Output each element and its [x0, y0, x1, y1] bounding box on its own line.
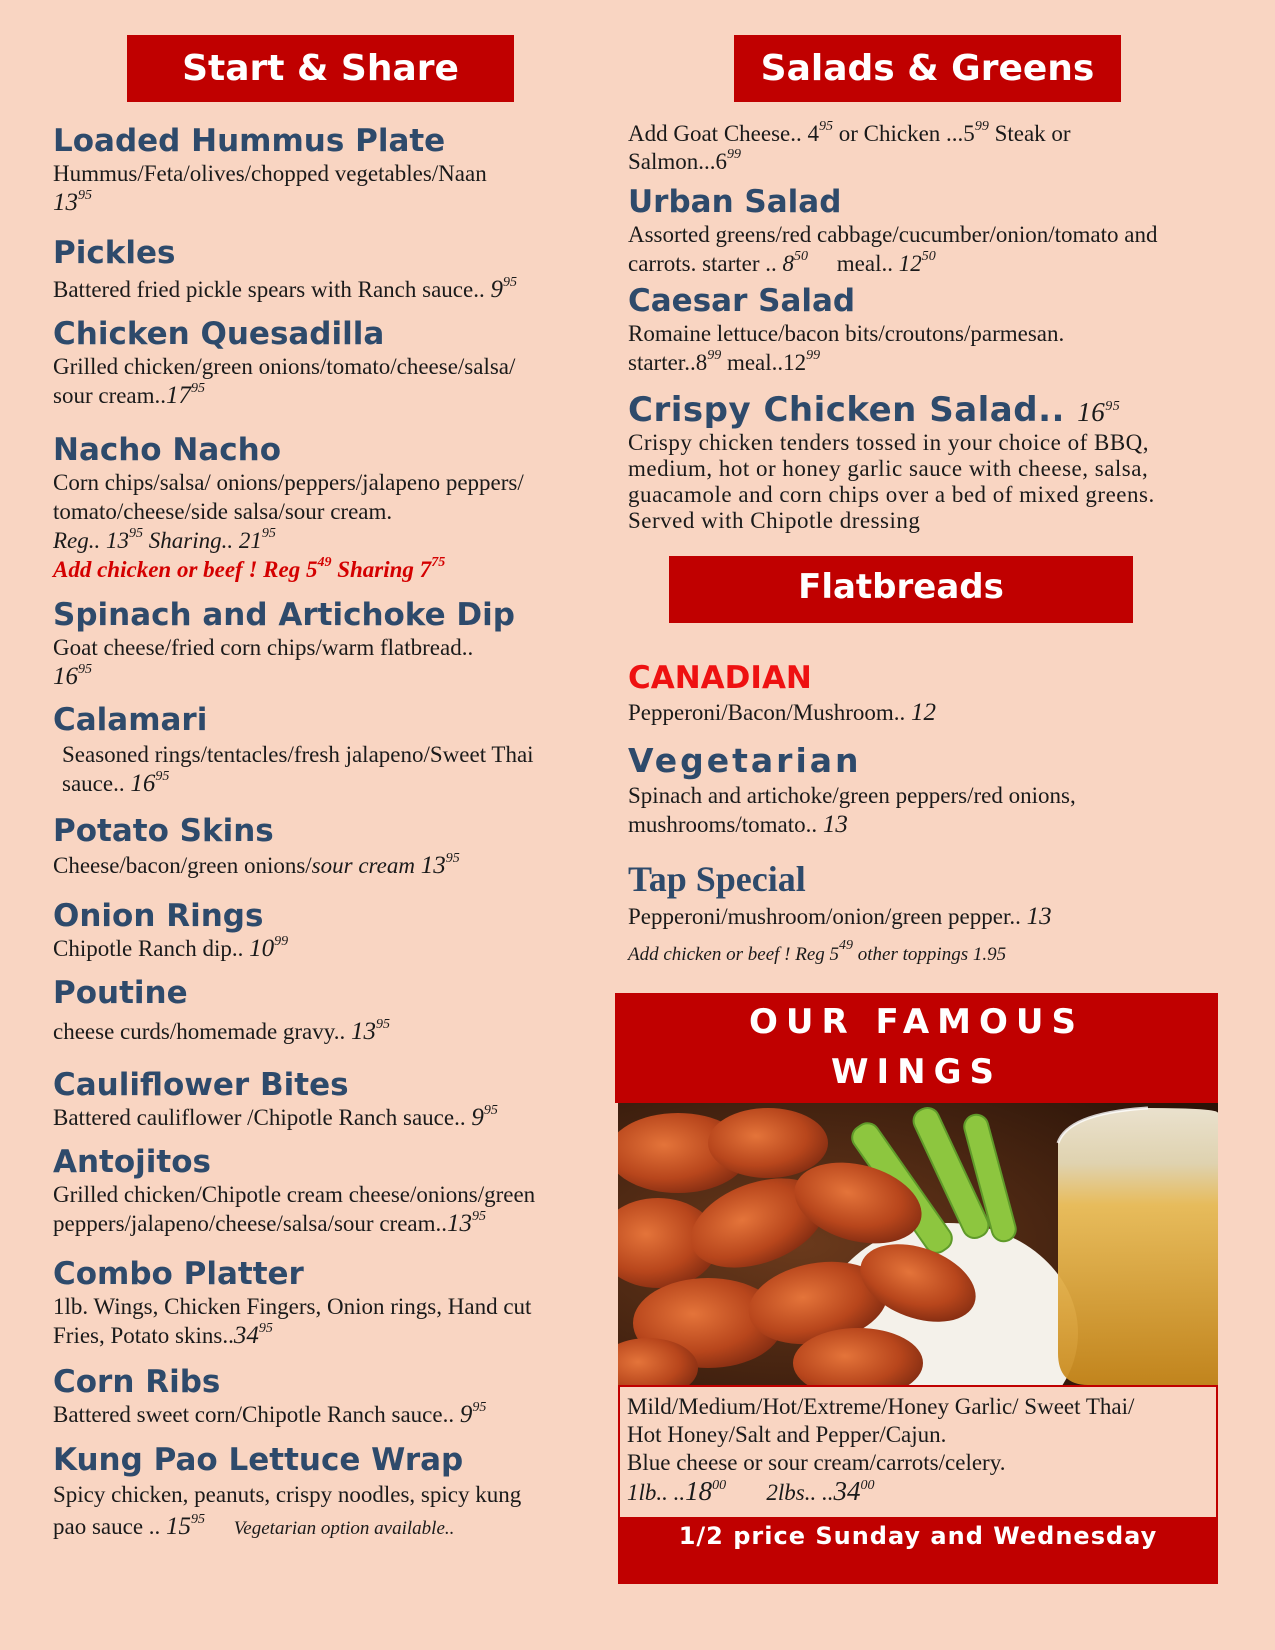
- menu-item-potato-skins: [53, 813, 460, 880]
- item-price: 9: [471, 1104, 484, 1131]
- menu-item-poutine: [53, 975, 390, 1046]
- item-name: CANADIAN: [628, 660, 812, 696]
- menu-item-hummus: [53, 123, 487, 217]
- item-desc: Battered cauliflower /Chipotle Ranch sauce..: [53, 1105, 466, 1130]
- item-name: Caesar Salad: [628, 283, 856, 319]
- item-desc: Cheese/bacon/green onions/: [53, 853, 312, 878]
- wings-promo-footer: 1/2 price Sunday and Wednesday: [618, 1519, 1218, 1584]
- wings-1lb-label: 1lb.. ..: [627, 1480, 686, 1505]
- item-price-cents: 95: [78, 188, 92, 203]
- item-name: Spinach and Artichoke Dip: [53, 597, 515, 633]
- item-price-cents: 95: [472, 1209, 487, 1224]
- addon-price-cents: 49: [839, 938, 854, 953]
- item-desc: Chipotle Ranch dip..: [53, 936, 244, 961]
- item-price: 16: [130, 770, 156, 797]
- item-price-cents: 95: [155, 769, 170, 784]
- item-price: 13: [447, 1210, 473, 1237]
- menu-item-antojitos: [53, 1144, 535, 1238]
- item-desc: Seasoned rings/tentacles/fresh jalapeno/Sweet Thai: [62, 742, 534, 767]
- menu-item-spinach-dip: [53, 597, 515, 691]
- item-desc: guacamole and corn chips over a bed of mixed greens.: [628, 482, 1155, 507]
- vegetarian-note: Vegetarian option available..: [233, 1518, 455, 1539]
- item-price: 9: [490, 276, 503, 303]
- salad-addons: [628, 120, 1228, 176]
- item-desc: Grilled chicken/green onions/tomato/cheese/salsa/: [53, 354, 516, 379]
- addon-sharing: Sharing 7: [331, 557, 432, 582]
- wings-sauces-more: Hot Honey/Salt and Pepper/Cajun.: [627, 1422, 947, 1447]
- item-desc: Pepperoni/mushroom/onion/green pepper..: [628, 904, 1021, 929]
- wings-photo: [618, 1103, 1218, 1385]
- item-desc: Corn chips/salsa/ onions/peppers/jalapeno peppers/: [53, 470, 524, 495]
- item-price-cents: 99: [274, 934, 289, 949]
- flatbreads-banner: Flatbreads: [669, 556, 1133, 623]
- starter-price: starter..8: [628, 350, 708, 375]
- item-desc: mushrooms/tomato..: [628, 812, 818, 837]
- item-desc: peppers/jalapeno/cheese/salsa/sour cream..: [53, 1211, 448, 1236]
- wings-title-line2: WINGS: [830, 1052, 1002, 1092]
- item-price-cents: 95: [472, 1400, 487, 1415]
- flatbread-addon-note: [628, 938, 1007, 966]
- addon-price-cents: 95: [819, 119, 833, 134]
- item-name: Loaded Hummus Plate: [53, 123, 446, 159]
- item-name: Calamari: [53, 702, 208, 738]
- item-name: Potato Skins: [53, 813, 274, 849]
- menu-item-quesadilla: [53, 316, 515, 410]
- item-desc-italic: sour cream: [311, 853, 415, 878]
- item-desc: Spinach and artichoke/green peppers/red onions,: [628, 783, 1076, 808]
- item-price: 34: [233, 1322, 259, 1349]
- item-price-cents: 95: [191, 381, 206, 396]
- menu-item-corn-ribs: [53, 1364, 486, 1429]
- item-name: Antojitos: [53, 1144, 211, 1180]
- menu-item-urban-salad: [628, 184, 1157, 278]
- item-desc: 1lb. Wings, Chicken Fingers, Onion rings, Hand cut: [53, 1294, 532, 1319]
- item-name: Nacho Nacho: [53, 432, 282, 468]
- item-name: Cauliflower Bites: [53, 1067, 349, 1103]
- wings-details: [618, 1385, 1218, 1519]
- meal-price: 12: [898, 251, 922, 276]
- salads-greens-banner: Salads & Greens: [734, 35, 1121, 102]
- menu-item-onion-rings: [53, 898, 288, 963]
- item-name: Crispy Chicken Salad: [628, 390, 1039, 430]
- item-name: Pickles: [53, 235, 176, 271]
- item-desc: sour cream..: [53, 383, 167, 408]
- item-desc: Hummus/Feta/olives/chopped vegetables/Naan: [53, 161, 487, 186]
- item-desc: Romaine lettuce/bacon bits/croutons/parmesan.: [628, 321, 1065, 346]
- item-price: 13: [351, 1018, 377, 1045]
- item-desc: Crispy chicken tenders tossed in your choice of BBQ,: [628, 430, 1150, 455]
- addon-salmon: Salmon...6: [628, 149, 728, 174]
- item-price: 17: [166, 382, 192, 409]
- starter-price: 8: [782, 251, 795, 276]
- item-price: 16: [1077, 397, 1106, 427]
- item-desc: Battered sweet corn/Chipotle Ranch sauce..: [53, 1402, 455, 1427]
- meal-price: meal..12: [721, 350, 807, 375]
- item-price-cents: 95: [376, 1017, 391, 1032]
- item-desc: Grilled chicken/Chipotle cream cheese/onions/green: [53, 1182, 536, 1207]
- wings-photo-illustration: [618, 1103, 1218, 1385]
- item-name: Vegetarian: [628, 741, 862, 780]
- wings-title-line1: OUR FAMOUS: [749, 1002, 1084, 1042]
- addon-note: Add chicken or beef ! Reg 5: [53, 557, 318, 582]
- addon-price-cents: 49: [317, 555, 332, 570]
- item-price-cents: 95: [78, 662, 92, 677]
- addon-price-cents: 75: [431, 555, 446, 570]
- item-desc: Served with Chipotle dressing: [628, 508, 921, 533]
- item-desc: Spicy chicken, peanuts, crispy noodles, spicy kung: [53, 1482, 522, 1507]
- item-price-cents: 50: [794, 249, 809, 264]
- wings-1lb-price: 18: [685, 1476, 713, 1506]
- item-name: Tap Special: [628, 859, 806, 899]
- addon-price-cents: 99: [974, 119, 989, 134]
- meal-label: meal..: [836, 251, 893, 276]
- item-price-regular: Reg.. 13: [53, 528, 130, 553]
- item-name: Poutine: [53, 975, 188, 1011]
- addon-steak: Steak or: [988, 121, 1071, 146]
- addon-goat-cheese: Add Goat Cheese.. 4: [628, 121, 819, 146]
- item-price-cents: 95: [1105, 399, 1121, 414]
- item-price-sharing: Sharing.. 21: [143, 528, 262, 553]
- item-desc: sauce..: [62, 771, 125, 796]
- menu-item-tap-special: [628, 858, 1052, 931]
- item-desc: cheese curds/homemade gravy..: [53, 1019, 346, 1044]
- flatbread-addon-label: Add chicken or beef ! Reg 5: [628, 944, 840, 965]
- addon-price-cents: 99: [727, 147, 742, 162]
- wings-sides: Blue cheese or sour cream/carrots/celery.: [627, 1450, 1006, 1475]
- item-price-cents: 99: [707, 348, 722, 363]
- item-desc: Pepperoni/Bacon/Mushroom..: [628, 700, 906, 725]
- menu-item-nacho: [53, 432, 524, 584]
- item-price-cents: 00: [712, 1478, 727, 1493]
- wings-2lb-label: 2lbs.. ..: [766, 1480, 834, 1505]
- item-price: 13: [420, 852, 446, 879]
- item-price-cents: 95: [483, 1103, 498, 1118]
- item-price: 10: [249, 935, 275, 962]
- menu-item-canadian: [628, 660, 936, 727]
- menu-item-combo-platter: [53, 1256, 531, 1350]
- item-price: 12: [911, 699, 936, 726]
- item-desc: tomato/cheese/side salsa/sour cream.: [53, 499, 393, 524]
- item-price-cents: 95: [445, 851, 460, 866]
- item-price: 13: [822, 811, 848, 838]
- item-price-cents: 95: [258, 1321, 273, 1336]
- menu-item-kung-pao: [53, 1442, 521, 1543]
- menu-item-pickles: [53, 235, 517, 304]
- menu-item-cauliflower: [53, 1067, 498, 1132]
- item-price-cents: 99: [806, 348, 821, 363]
- item-name: Urban Salad: [628, 184, 842, 220]
- item-price-cents: 00: [860, 1478, 875, 1493]
- item-desc: pao sauce ..: [53, 1514, 161, 1539]
- menu-item-crispy-chicken-salad: [628, 392, 1155, 534]
- wings-header: [615, 993, 1218, 1103]
- item-desc: Goat cheese/fried corn chips/warm flatbread..: [53, 635, 474, 660]
- item-name: Chicken Quesadilla: [53, 316, 385, 352]
- menu-item-caesar-salad: [628, 283, 1064, 377]
- item-desc: carrots. starter ..: [628, 251, 777, 276]
- item-name: Combo Platter: [53, 1256, 304, 1292]
- item-price: 13: [53, 189, 78, 216]
- item-price-cents: 50: [921, 249, 936, 264]
- other-toppings: other toppings 1.95: [853, 944, 1007, 965]
- item-name: Kung Pao Lettuce Wrap: [53, 1442, 464, 1478]
- menu-item-vegetarian: [628, 743, 1076, 839]
- item-price: 9: [459, 1401, 473, 1428]
- wings-sauces: Mild/Medium/Hot/Extreme/Honey Garlic/ Sweet Thai/: [627, 1394, 1135, 1419]
- item-price-cents: 95: [129, 526, 144, 541]
- item-desc: Assorted greens/red cabbage/cucumber/onion/tomato and: [628, 222, 1158, 247]
- start-share-banner: Start & Share: [127, 35, 514, 102]
- item-desc: Fries, Potato skins..: [53, 1323, 234, 1348]
- wings-2lb-price: 34: [833, 1476, 861, 1506]
- item-price-cents: 95: [261, 526, 276, 541]
- item-desc: medium, hot or honey garlic sauce with cheese, salsa,: [628, 456, 1149, 481]
- menu-item-calamari: [53, 702, 534, 798]
- item-name-suffix: ..: [1038, 390, 1065, 430]
- addon-chicken: or Chicken ...5: [833, 121, 975, 146]
- item-desc: Battered fried pickle spears with Ranch sauce..: [53, 277, 485, 302]
- item-price: 15: [166, 1513, 192, 1540]
- item-name: Onion Rings: [53, 898, 264, 934]
- item-price-cents: 95: [502, 275, 517, 290]
- item-price-cents: 95: [191, 1512, 206, 1527]
- item-name: Corn Ribs: [53, 1364, 221, 1400]
- item-price: 13: [1026, 903, 1052, 930]
- item-price: 16: [53, 663, 78, 690]
